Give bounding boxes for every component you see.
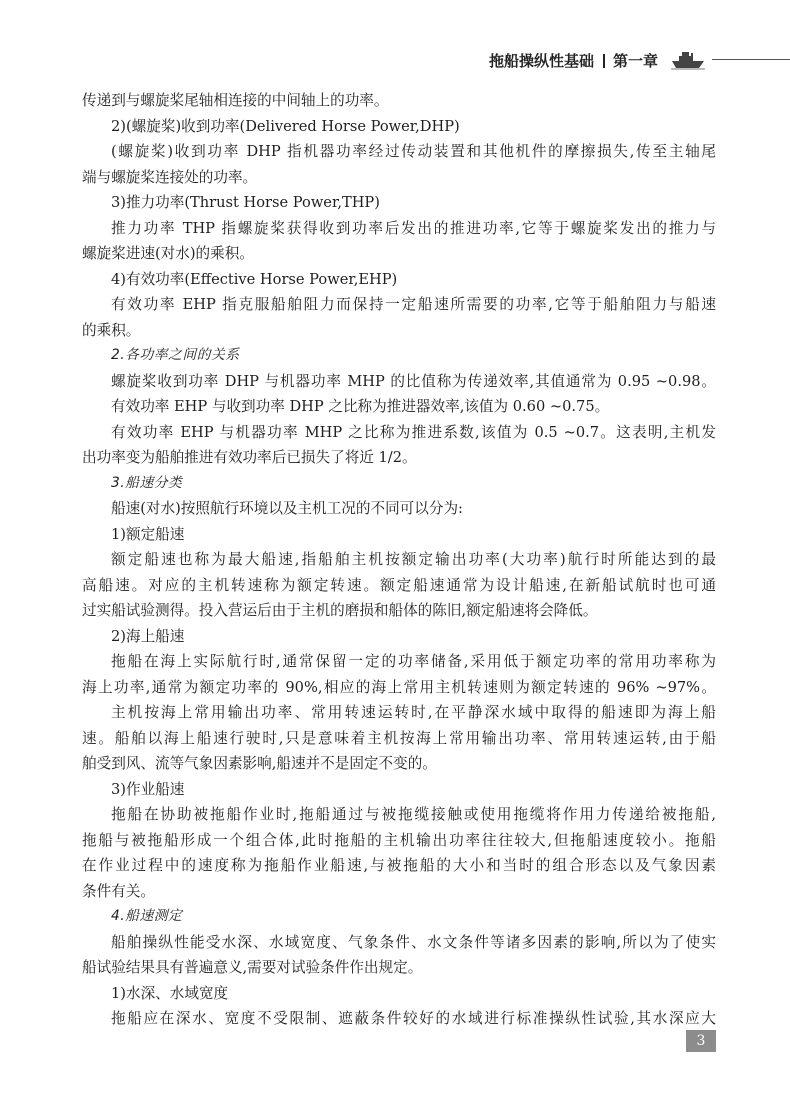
header-text: [489, 50, 658, 71]
subheading-ehp: 4)有效功率(Effective Horse Power,EHP): [111, 270, 398, 288]
subheading-dhp: 2)(螺旋桨)收到功率(Delivered Horse Power,DHP): [111, 117, 460, 135]
book-title: 拖船操纵性基础: [488, 52, 594, 70]
text-line: 推力功率 THP 指螺旋桨获得收到功率后发出的推进功率,它等于螺旋桨发出的推力与: [111, 219, 716, 237]
text-line: 螺旋桨收到功率 DHP 与机器功率 MHP 的比值称为传递效率,其值通常为 0.95 ~0.98。: [111, 372, 716, 390]
text-line: 有效功率 EHP 指克服船舶阻力而保持一定船速所需要的功率,它等于船舶阻力与船速: [111, 296, 716, 313]
text-line: 有效功率 EHP 与机器功率 MHP 之比称为推进系数,该值为 0.5 ~0.7。这表明,主机发: [111, 423, 716, 441]
page-body: [82, 88, 716, 1032]
header-divider: [603, 54, 605, 68]
text-line: 过实船试验测得。投入营运后由于主机的磨损和船体的陈旧,额定船速将会降低。: [82, 602, 598, 619]
text-line: (螺旋桨)收到功率 DHP 指机器功率经过传动装置和其他机件的摩擦损失,传至主轴尾: [111, 143, 716, 160]
text-line: 在作业过程中的速度称为拖船作业船速,与被拖船的大小和当时的组合形态以及气象因素: [82, 857, 716, 874]
subheading-sea-speed: 2)海上船速: [111, 627, 185, 645]
text-line: 出功率变为船舶推进有效功率后已损失了将近 1/2。: [82, 449, 417, 466]
text-line: 海上功率,通常为额定功率的 90%,相应的海上常用主机转速则为额定转速的 96% ~97%。: [82, 678, 716, 696]
chapter-label: 第一章: [612, 52, 658, 70]
section-heading: 4.船速测定: [111, 908, 183, 924]
text-line: 拖船在协助被拖船作业时,拖船通过与被拖缆接触或使用拖缆将作用力传递给被拖船,: [111, 806, 716, 823]
subheading-water-depth: 1)水深、水域宽度: [111, 984, 229, 1002]
text-line: 速。船舶以海上船速行驶时,只是意味着主机按海上常用输出功率、常用转速运转,由于船: [82, 729, 716, 747]
text-line: 舶受到风、流等气象因素影响,船速并不是固定不变的。: [82, 755, 437, 772]
text-line: 拖船应在深水、宽度不受限制、遮蔽条件较好的水域进行标准操纵性试验,其水深应大: [111, 1010, 716, 1027]
subheading-thp: 3)推力功率(Thrust Horse Power,THP): [111, 194, 380, 211]
text-line: 船舶操纵性能受水深、水域宽度、气象条件、水文条件等诸多因素的影响,所以为了使实: [111, 933, 716, 951]
subheading-work-speed: 3)作业船速: [111, 780, 185, 798]
section-heading: 3.船速分类: [111, 474, 183, 491]
text-line: 螺旋桨进速(对水)的乘积。: [82, 245, 254, 262]
text-line: 条件有关。: [82, 882, 155, 900]
subheading-rated-speed: 1)额定船速: [111, 525, 185, 543]
text-line: 的乘积。: [82, 321, 141, 339]
text-line: 拖船在海上实际航行时,通常保留一定的功率储备,采用低于额定功率的常用功率称为: [111, 653, 716, 670]
text-line: 有效功率 EHP 与收到功率 DHP 之比称为推进器效率,该值为 0.60 ~0.75。: [111, 398, 610, 415]
ship-icon: [670, 48, 706, 70]
page-number: 3: [686, 1030, 716, 1052]
text-line: 端与螺旋桨连接处的功率。: [82, 168, 258, 186]
running-header: [0, 48, 790, 76]
text-line: 船速(对水)按照航行环境以及主机工况的不同可以分为:: [111, 500, 463, 517]
text-line: 船试验结果具有普遍意义,需要对试验条件作出规定。: [82, 959, 423, 976]
text-line: 拖船与被拖船形成一个组合体,此时拖船的主机输出功率往往较大,但拖船速度较小。拖船: [82, 831, 716, 849]
text-line: 额定船速也称为最大船速,指船舶主机按额定输出功率(大功率)航行时所能达到的最: [111, 551, 716, 568]
header-rule: [712, 59, 790, 60]
text-line: 传递到与螺旋桨尾轴相连接的中间轴上的功率。: [82, 92, 389, 109]
text-line: 高船速。对应的主机转速称为额定转速。额定船速通常为设计船速,在新船试航时也可通: [82, 576, 716, 594]
section-heading: 2.各功率之间的关系: [111, 347, 240, 363]
text-line: 主机按海上常用输出功率、常用转速运转时,在平静深水域中取得的船速即为海上船: [111, 704, 716, 721]
